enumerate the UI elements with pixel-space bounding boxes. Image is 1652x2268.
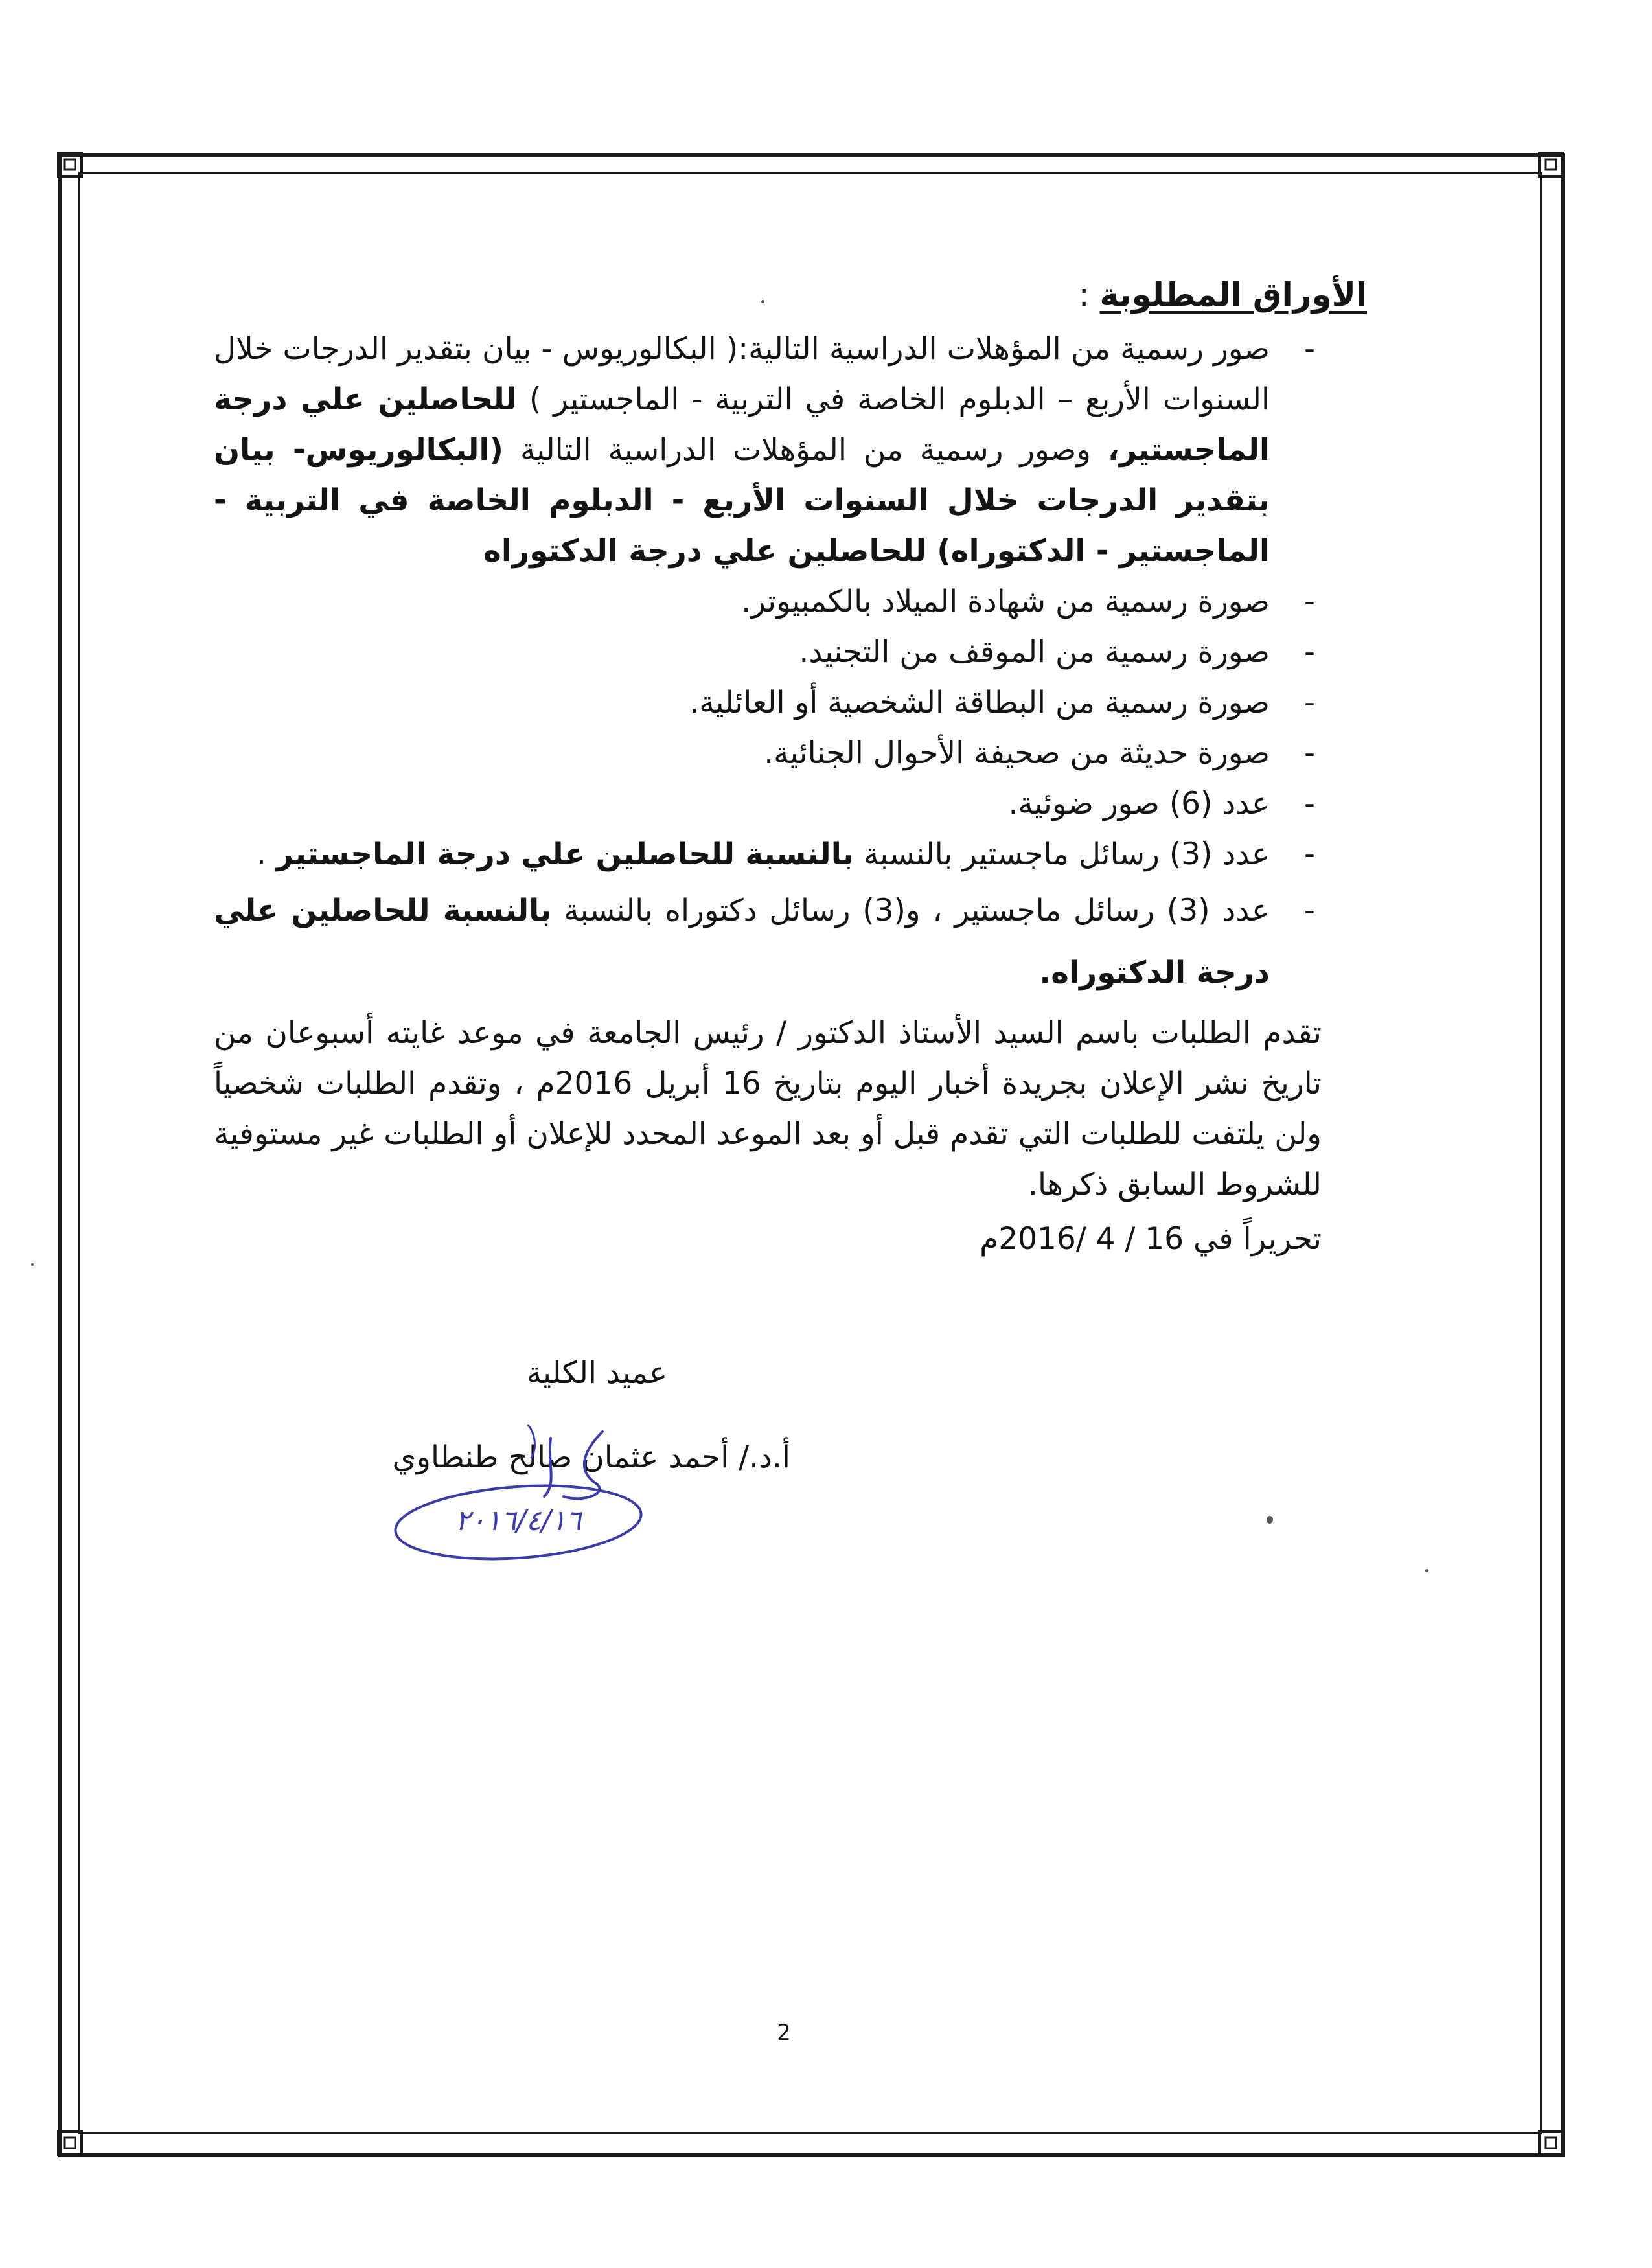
- item-text-bold: (البكالوريوس- بيان بتقدير الدرجات خلال السنوات الأربع - الدبلوم الخاصة في التربية - الماجستير - الدكتوراه) للحاصلين علي درجة الدكتوراه: [214, 432, 1270, 569]
- scan-speck: [1425, 1569, 1428, 1572]
- list-item: [214, 728, 1315, 779]
- corner-ornament: [56, 2129, 84, 2157]
- document-body: [214, 272, 1322, 1265]
- list-bullet: -: [1304, 634, 1315, 670]
- item-text: وصور رسمية من المؤهلات الدراسية التالية: [503, 432, 1108, 468]
- heading-text: الأوراق المطلوبة: [1099, 276, 1367, 314]
- list-item: [214, 829, 1315, 880]
- list-item: [214, 779, 1315, 829]
- requirements-list: [214, 324, 1315, 1004]
- item-text: عدد (3) رسائل ماجستير بالنسبة: [854, 836, 1270, 872]
- item-text-bold: بالنسبة للحاصلين علي درجة الماجستير: [275, 836, 854, 872]
- item-text-bold: بالنسبة للحاصلين علي درجة الدكتوراه.: [214, 893, 1270, 991]
- list-bullet: -: [1304, 836, 1315, 872]
- list-item: [214, 577, 1315, 627]
- item-text: صورة رسمية من شهادة الميلاد بالكمبيوتر.: [741, 584, 1270, 619]
- signatory-title: عميد الكلية: [526, 1355, 667, 1391]
- list-bullet: -: [1304, 685, 1315, 720]
- list-bullet: -: [1304, 331, 1315, 367]
- handwritten-date: ٢٠١٦/٤/١٦: [455, 1504, 582, 1537]
- list-item: [214, 324, 1315, 577]
- item-text: صور رسمية من المؤهلات الدراسية التالية:( البكالوريوس - بيان بتقدير الدرجات خلال السنوات الأربع – الدبلوم الخاصة في التربية - الماجستير ): [214, 331, 1270, 417]
- list-bullet: -: [1304, 786, 1315, 821]
- page-number: 2: [777, 2020, 791, 2046]
- corner-ornament: [1537, 2129, 1565, 2157]
- item-text: صورة حديثة من صحيفة الأحوال الجنائية.: [764, 735, 1270, 771]
- signatory-name: أ.د./ أحمد عثمان صالح طنطاوي: [392, 1439, 790, 1475]
- item-text-bold: للحاصلين علي درجة الماجستير،: [214, 382, 1270, 468]
- submission-paragraph: تقدم الطلبات باسم السيد الأستاذ الدكتور / رئيس الجامعة في موعد غايته أسبوعان من تاريخ نشر الإعلان بجريدة أخبار اليوم بتاريخ 16 أبريل 2016م ، وتقدم الطلبات شخصياً ولن يلتفت للطلبات التي تقدم قبل أو بعد الموعد المحدد للإعلان أو الطلبات غير مستوفية للشروط السابق ذكرها.: [214, 1015, 1322, 1202]
- handwritten-signature: [389, 1412, 661, 1568]
- list-item: [214, 880, 1315, 1004]
- list-bullet: -: [1304, 893, 1315, 928]
- corner-ornament: [1537, 150, 1565, 179]
- item-text: صورة رسمية من الموقف من التجنيد.: [799, 634, 1270, 670]
- item-text: عدد (3) رسائل ماجستير ، و(3) رسائل دكتوراه بالنسبة: [551, 893, 1270, 928]
- item-text: صورة رسمية من البطاقة الشخصية أو العائلية.: [689, 685, 1270, 720]
- heading-colon: :: [1078, 276, 1090, 314]
- list-bullet: -: [1304, 584, 1315, 619]
- list-item: [214, 627, 1315, 678]
- scan-speck: [1267, 1516, 1273, 1524]
- scan-speck: [761, 300, 764, 303]
- item-text: عدد (6) صور ضوئية.: [1008, 786, 1270, 821]
- item-text: .: [256, 836, 276, 872]
- scan-speck: [31, 1263, 34, 1266]
- list-item: [214, 678, 1315, 728]
- issue-date: تحريراً في 16 / 4 /2016م: [980, 1221, 1322, 1257]
- list-bullet: -: [1304, 735, 1315, 771]
- corner-ornament: [56, 150, 84, 179]
